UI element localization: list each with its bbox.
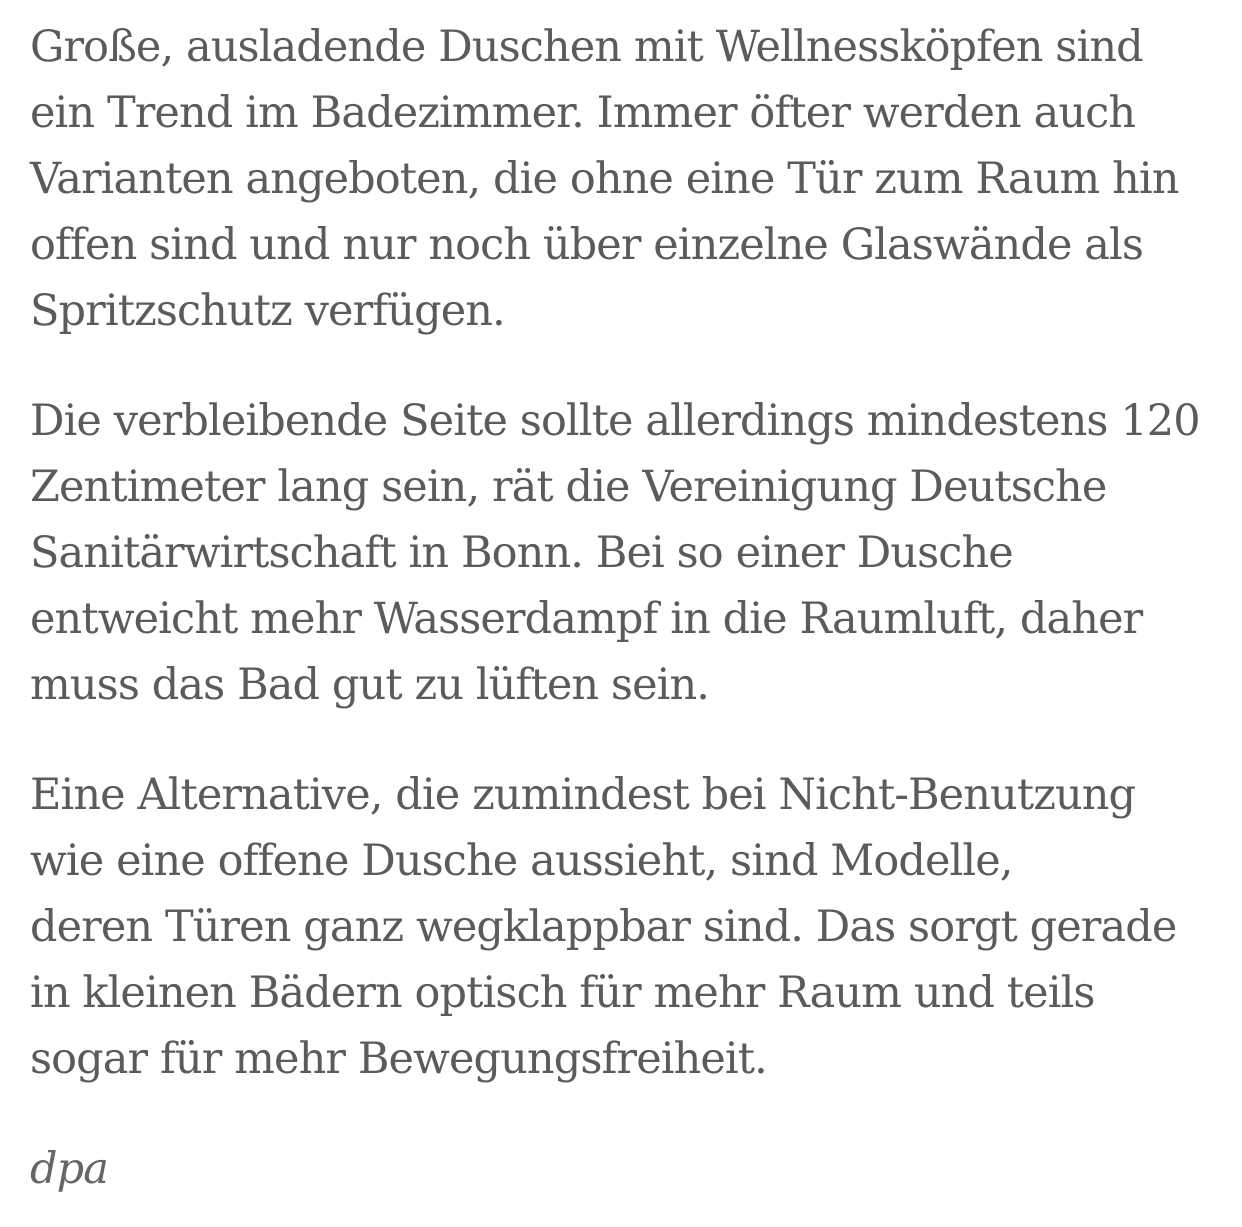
paragraph-line: Zentimeter lang sein, rät die Vereinigung Deutsche: [30, 462, 1107, 512]
paragraph-line: Die verbleibende Seite sollte allerdings mindestens 120: [30, 396, 1200, 446]
paragraph-line: muss das Bad gut zu lüften sein.: [30, 660, 710, 710]
paragraph-3: [30, 762, 1220, 1092]
paragraph-line: Varianten angeboten, die ohne eine Tür zum Raum hin: [30, 154, 1179, 204]
paragraph-line: wie eine offene Dusche aussieht, sind Modelle,: [30, 836, 1013, 886]
paragraph-line: ein Trend im Badezimmer. Immer öfter werden auch: [30, 88, 1136, 138]
paragraph-1: [30, 14, 1220, 344]
paragraph-line: Große, ausladende Duschen mit Wellnessköpfen sind: [30, 22, 1143, 72]
paragraph-line: Eine Alternative, die zumindest bei Nicht-Benutzung: [30, 770, 1136, 820]
article-body: [30, 14, 1220, 1202]
paragraph-line: offen sind und nur noch über einzelne Glaswände als: [30, 220, 1144, 270]
paragraph-line: Spritzschutz verfügen.: [30, 286, 505, 336]
paragraph-line: entweicht mehr Wasserdampf in die Raumluft, daher: [30, 594, 1143, 644]
paragraph-line: in kleinen Bädern optisch für mehr Raum und teils: [30, 968, 1095, 1018]
byline: dpa: [30, 1144, 108, 1194]
paragraph-line: Sanitärwirtschaft in Bonn. Bei so einer Dusche: [30, 528, 1013, 578]
paragraph-line: sogar für mehr Bewegungsfreiheit.: [30, 1034, 767, 1084]
paragraph-line: deren Türen ganz wegklappbar sind. Das sorgt gerade: [30, 902, 1177, 952]
paragraph-2: [30, 388, 1220, 718]
